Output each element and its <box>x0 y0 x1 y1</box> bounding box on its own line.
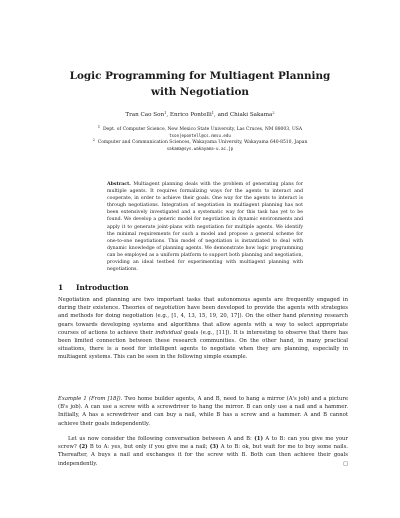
intro-emph-negotiation: negotiation <box>154 305 186 312</box>
affiliation-1-email: tson|epontell@cs.nmsu.edu <box>169 133 231 138</box>
affiliation-2-text: Computer and Communication Sciences, Wakayama University, Wakayama 640-8510, Japan <box>97 140 308 145</box>
intro-emph-individual: individual <box>155 329 182 336</box>
example2-text-3: B to A: yes, but only if you give me a nail; <box>87 444 210 451</box>
section-heading <box>58 283 129 292</box>
intro-text-3: research gears towards developing systems and algorithms that allow agents with a way to select appropriate courses of actions to achieve their <box>58 313 348 336</box>
affiliation-1-text: Dept. of Computer Science, New Mexico State University, Las Cruces, NM 88003, USA <box>102 127 303 132</box>
abstract-label: Abstract. <box>107 182 131 187</box>
example2-mark-3: (3) <box>209 444 219 451</box>
intro-text-2: have been developed to provide the agents with strategies and methods for doing negotiation (e.g., [1, 4, 13, 15, 19, 20, 17]). On the other hand <box>58 305 348 320</box>
abstract <box>107 181 303 273</box>
example-text: Two home builder agents, A and B, need to hang a mirror (A's job) and a picture (B's job). A can use a screw with a screwdriver to hang the mirror. B can only use a nail and a hammer. Initially, A has a screwdriver and can buy a nail, while B has a screw and a hammer. A and B cannot achieve their goals independently. <box>58 396 348 427</box>
intro-text-1: Negotiation and planning are two important tasks that autonomous agents are frequently engaged in during their existence. Theories of <box>58 297 348 312</box>
author-3-mark: 2 <box>272 111 275 115</box>
example2-text-2: A to B: can you give me your screw? <box>58 436 348 451</box>
author-2-mark: 1 <box>211 111 214 115</box>
author-line: Tran Cao Son$^1$, Enrico Pontelli$^1$, and Chiaki Sakama$^2$ <box>125 111 275 118</box>
author-1-mark: 1 <box>164 111 167 115</box>
example2-text-4: A to B: ok, but wait for me to buy some nails. Thereafter, A buys a nail and exchanges it for the screw with B. Both can then achieve their goals independently. <box>58 444 348 467</box>
example-paragraph-2 <box>58 435 348 468</box>
section-number: 1 <box>58 283 64 292</box>
affiliation-1-mark: 1 <box>97 125 101 129</box>
paper-title: Logic Programming for Multiagent Planning with Negotiation <box>69 70 331 98</box>
author-1: Tran Cao Son <box>125 112 165 118</box>
author-2: Enrico Pontelli <box>169 112 212 118</box>
author-3: and Chiaki Sakama <box>217 112 273 118</box>
affiliation-2-email: sakama@sys.wakayama-u.ac.jp <box>166 146 234 151</box>
intro-text-4: goals (e.g., [11]). It is interesting to observe that there has been limited connection between these research communities. On the other hand, in many practical situations, there is a need for intelligent agents to negotiate when they are planning, especially in multiagent systems. This can be seen in the following simple example. <box>58 329 348 361</box>
affiliation-2-mark: 2 <box>92 138 95 142</box>
qed-icon: □ <box>343 460 348 467</box>
example-paragraph <box>58 395 348 428</box>
example2-text-1: Let us now consider the following conversation between A and B: <box>68 436 255 442</box>
example2-mark-2: (2) <box>78 444 88 451</box>
example-label: Example 1 (From [18]). <box>58 396 123 402</box>
intro-paragraph-1 <box>58 296 348 362</box>
example2-mark-1: (1) <box>254 436 263 442</box>
section-title: Introduction <box>76 283 129 292</box>
abstract-text: Multiagent planning deals with the problem of generating plans for multiple agents. It requires formalizing ways for the agents to interact and cooperate, in order to achieve their goals. One way for the agents to interact is through negotiations. Integration of negotiation in multiagent planning has not been extensively investigated and a systematic way for this task has yet to be found. We develop a generic model for negotiation in dynamic environments and apply it to generate joint-plans with negotiation for multiple agents. We identify the minimal requirements for such a model and propose a general scheme for one-to-one negotiations. This model of negotiation is instantiated to deal with dynamic knowledge of planning agents. We demonstrate how logic programming can be employed as a uniform platform to support both planning and negotiation, providing an ideal testbed for experimenting with multiagent planning with negotiations. <box>107 182 303 273</box>
intro-emph-planning: planning <box>298 313 323 320</box>
